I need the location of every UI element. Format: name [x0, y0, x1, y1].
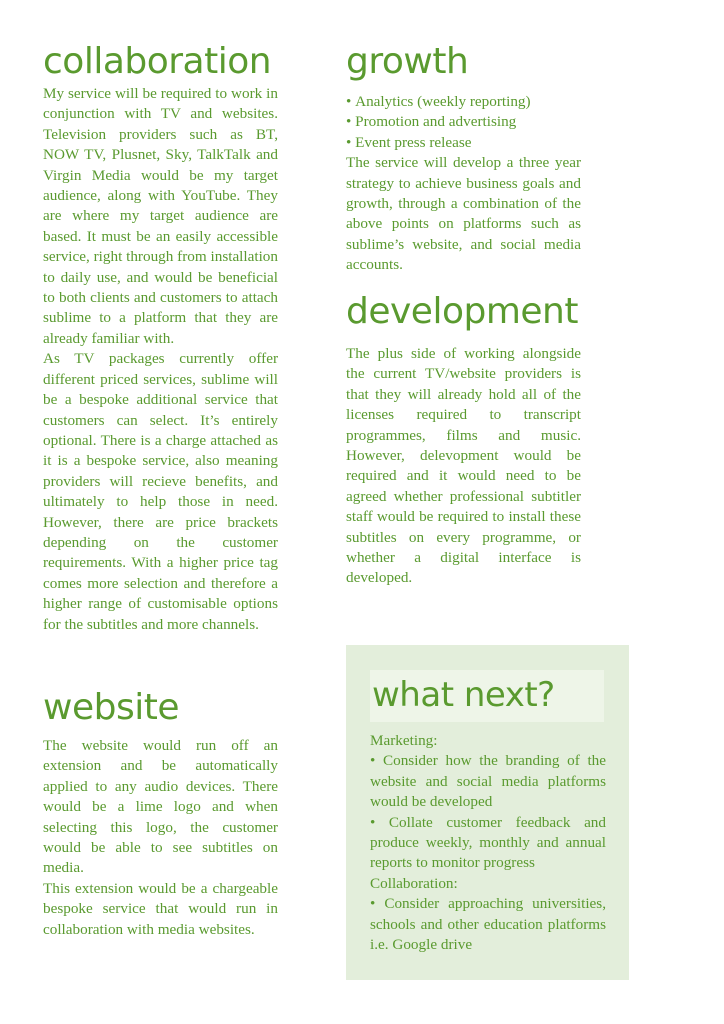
list-item: • Consider approaching universities, schools and other education platforms i.e. Google drive [370, 894, 606, 955]
collaboration-paragraph-1: My service will be required to work in conjunction with TV and websites. Television providers such as BT, NOW TV, Plusnet, Sky, TalkTalk and Virgin Media would be my target audience, along with YouTube. They are where my target audience are based. It must be an easily accessible service, right through from installation to daily use, and would be beneficial to both clients and customers to attach sublime to a platform that they are already familiar with. [43, 85, 278, 347]
marketing-label: Marketing: [370, 732, 438, 749]
list-item: • Analytics (weekly reporting) [346, 92, 581, 112]
list-item: • Consider how the branding of the website and social media platforms would be developed [370, 751, 606, 812]
collaboration-paragraph-2: As TV packages currently offer different priced services, sublime will be a bespoke additional service that customers can select. It’s entirely optional. There is a charge attached as it is a bespoke service, also meaning providers will recieve benefits, and ultimately to help those in need. However, there are price brackets depending on the customer requirements. With a higher price tag comes more selection and therefore a higher range of customisable options for the subtitles and more channels. [43, 350, 278, 633]
development-heading: development [346, 291, 578, 332]
website-heading: website [43, 687, 179, 728]
growth-paragraph: The service will develop a three year strategy to achieve business goals and growth, through a combination of the above points on platforms such as sublime’s website, and social media accounts. [346, 154, 581, 274]
growth-section [346, 38, 581, 276]
collaboration-section [43, 38, 278, 635]
development-paragraph: The plus side of working alongside the current TV/website providers is that they will already hold all of the licenses required to transcript programmes, films and music. However, delevopment would be required and it would need to be agreed whether professional subtitler staff would be required to install these subtitles on every programme, or whether a digital interface is developed. [346, 345, 581, 587]
what-next-title-bar [370, 670, 604, 722]
growth-heading: growth [346, 41, 469, 82]
collaboration-label: Collaboration: [370, 874, 458, 892]
collaboration-heading: collaboration [43, 41, 272, 82]
website-section [43, 687, 278, 940]
what-next-body [370, 731, 606, 955]
collaboration-bullet-list [370, 894, 606, 955]
growth-bullet-list [346, 92, 581, 153]
website-paragraph-2: This extension would be a chargeable bespoke service that would run in collaboration with media websites. [43, 879, 278, 938]
list-item: • Promotion and advertising [346, 112, 581, 132]
marketing-bullet-list [370, 751, 606, 873]
website-paragraph-1: The website would run off an extension and be automatically applied to any audio devices. There would be a lime logo and when selecting this logo, the customer would be able to see subtitles on media. [43, 737, 278, 877]
development-section [346, 291, 581, 589]
list-item: • Collate customer feedback and produce weekly, monthly and annual reports to monitor progress [370, 813, 606, 874]
list-item: • Event press release [346, 133, 581, 153]
what-next-heading: what next? [372, 675, 555, 715]
what-next-box [346, 645, 629, 980]
